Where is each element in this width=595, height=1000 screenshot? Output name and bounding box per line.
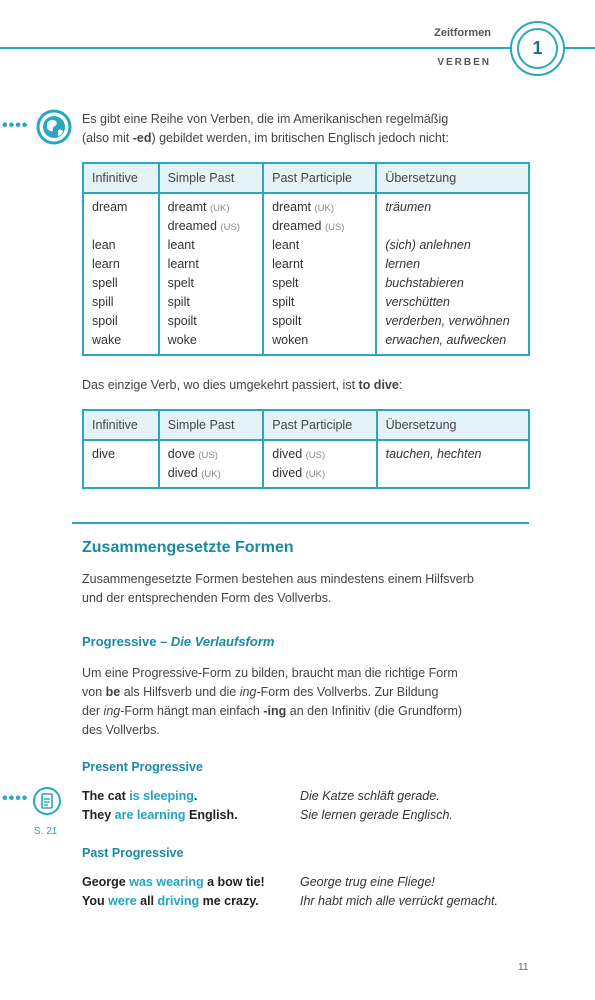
cell: leant [272, 238, 300, 252]
cell: spoilt [272, 314, 302, 328]
example-sentence [82, 808, 238, 822]
col-past-participle [263, 440, 376, 488]
th-infinitive: Infinitive [83, 410, 159, 440]
t: George [82, 875, 130, 889]
cell: lean [92, 238, 116, 252]
progressive-line-1: Um eine Progressive-Form zu bilden, braucht man die richtige Form [82, 666, 458, 680]
t: a bow tie! [203, 875, 265, 889]
dots-decoration: •••• [2, 117, 29, 134]
region-tag: (US) [198, 450, 218, 461]
cell: dive [92, 447, 115, 461]
th-past-participle: Past Participle [263, 410, 376, 440]
verb-table-dive [82, 409, 530, 489]
cell: wake [92, 333, 122, 347]
header-rule-right [565, 47, 595, 49]
col-infinitive [83, 440, 159, 488]
cell [92, 217, 150, 236]
cell: verderben, verwöhnen [385, 314, 510, 328]
globe-icon [36, 109, 72, 145]
cell [272, 217, 367, 236]
ing-italic: ing [103, 704, 121, 718]
cell [385, 217, 520, 236]
example-translation: Sie lernen gerade Englisch. [300, 808, 453, 822]
table-header-row [83, 410, 529, 440]
past-progressive-heading: Past Progressive [82, 846, 184, 860]
cell [168, 464, 254, 483]
table-body-row [83, 440, 529, 488]
intro-line-2 [82, 129, 532, 148]
verb-table-uk-us [82, 162, 530, 356]
table-header-row [83, 163, 529, 193]
cell: spell [92, 276, 118, 290]
cell: spelt [272, 276, 299, 290]
section-intro [82, 570, 532, 608]
cell: leant [167, 238, 195, 252]
example-translation: Ihr habt mich alle verrückt gemacht. [300, 894, 498, 908]
cell: spelt [167, 276, 194, 290]
t: . [193, 789, 198, 803]
cell-text: dreamt [272, 200, 312, 214]
region-tag: (US) [305, 450, 326, 461]
cell: learn [92, 257, 120, 271]
example-translation: George trug eine Fliege! [300, 875, 435, 889]
t: an den Infinitiv (die Grundform) [286, 704, 463, 718]
intro-text [82, 110, 532, 148]
be-bold: be [105, 685, 121, 699]
dots-decoration: •••• [2, 790, 29, 807]
col-uebersetzung [376, 193, 529, 355]
page-reference[interactable]: S. 21 [34, 826, 58, 837]
cell-text: dived [272, 447, 303, 461]
section-line-2: und der entsprechenden Form des Vollverbs. [82, 591, 332, 605]
cell [92, 464, 150, 483]
t: von [82, 685, 106, 699]
region-tag: (UK) [314, 203, 335, 214]
progressive-heading [82, 634, 274, 649]
header-rule [0, 47, 512, 49]
col-uebersetzung [377, 440, 529, 488]
cell [272, 198, 367, 217]
col-simple-past [159, 440, 263, 488]
t: They [82, 808, 115, 822]
cell-text: dreamt [167, 200, 207, 214]
dive-sentence [82, 378, 402, 392]
section-title: Zusammengesetzte Formen [82, 539, 294, 556]
cell: spilt [167, 295, 190, 309]
cell [272, 445, 367, 464]
progressive-line-4: des Vollverbs. [82, 723, 160, 737]
cell: spilt [272, 295, 295, 309]
verb-highlight: were [108, 894, 137, 908]
verb-highlight: was wearing [129, 875, 204, 889]
ing-suffix-bold: -ing [263, 704, 287, 718]
intro-line-2-post: ) gebildet werden, im britischen Englisch jedoch nicht: [151, 131, 449, 145]
cell: spill [92, 295, 114, 309]
cell: spoilt [167, 314, 197, 328]
t: -Form hängt man einfach [120, 704, 264, 718]
cell [168, 198, 255, 217]
example-translation: Die Katze schläft gerade. [300, 789, 440, 803]
cell [168, 445, 254, 464]
table-body-row [83, 193, 529, 355]
t: als Hilfsverb und die [120, 685, 240, 699]
t: -Form des Vollverbs. Zur Bildung [256, 685, 439, 699]
verb-highlight: is sleeping [129, 789, 194, 803]
verb-highlight: driving [157, 894, 200, 908]
region-tag: (UK) [305, 469, 326, 480]
cell: woken [272, 333, 309, 347]
intro-ed-bold: -ed [132, 131, 152, 145]
t: der [82, 704, 104, 718]
th-simple-past: Simple Past [159, 410, 263, 440]
t: The cat [82, 789, 130, 803]
t: English. [185, 808, 238, 822]
th-uebersetzung: Übersetzung [376, 163, 529, 193]
region-tag: (US) [324, 222, 345, 233]
cell: verschütten [385, 295, 450, 309]
cell-text: dreamed [167, 219, 217, 233]
cell: erwachen, aufwecken [385, 333, 507, 347]
cell: spoil [92, 314, 118, 328]
col-past-participle [263, 193, 376, 355]
cell: woke [167, 333, 197, 347]
cell: dream [92, 200, 128, 214]
t: You [82, 894, 109, 908]
header-title: Zeitformen [434, 27, 491, 39]
cell: (sich) anlehnen [385, 238, 471, 252]
intro-line-2-pre: (also mit [82, 131, 133, 145]
progressive-text [82, 664, 532, 740]
region-tag: (UK) [209, 203, 230, 214]
example-sentence [82, 875, 265, 889]
t: me crazy. [199, 894, 259, 908]
cell [168, 217, 255, 236]
dive-sentence-post: : [398, 378, 403, 392]
th-uebersetzung: Übersetzung [377, 410, 529, 440]
cell-text: dived [272, 466, 303, 480]
region-tag: (US) [220, 222, 240, 233]
cell: learnt [167, 257, 199, 271]
example-sentence [82, 894, 259, 908]
example-sentence [82, 789, 197, 803]
cell: träumen [385, 200, 432, 214]
cell: buchstabieren [385, 276, 464, 290]
col-simple-past [159, 193, 264, 355]
progressive-line-2 [82, 683, 532, 702]
dive-sentence-pre: Das einzige Verb, wo dies umgekehrt passiert, ist [82, 378, 359, 392]
region-tag: (UK) [201, 469, 221, 480]
progressive-heading-pre: Progressive – [82, 634, 171, 649]
progressive-line-3 [82, 702, 532, 721]
col-infinitive [83, 193, 159, 355]
cell-text: dived [167, 466, 198, 480]
intro-line-1: Es gibt eine Reihe von Verben, die im Amerikanischen regelmäßig [82, 112, 449, 126]
th-infinitive: Infinitive [83, 163, 159, 193]
th-past-participle: Past Participle [263, 163, 376, 193]
cell: learnt [272, 257, 304, 271]
verb-highlight: are learning [114, 808, 186, 822]
header-subtitle: VERBEN [437, 57, 491, 68]
cell: tauchen, hechten [385, 447, 482, 461]
document-icon [32, 786, 62, 816]
chapter-badge: 1 [517, 28, 558, 69]
cell-text: dreamed [272, 219, 322, 233]
dive-bold: to dive [358, 378, 399, 392]
progressive-heading-italic: Die Verlaufsform [170, 634, 275, 649]
t: all [136, 894, 158, 908]
page-number: 11 [518, 962, 529, 973]
section-divider [72, 522, 529, 524]
cell: lernen [385, 257, 421, 271]
cell-text: dove [167, 447, 195, 461]
ing-italic: ing [239, 685, 257, 699]
present-progressive-heading: Present Progressive [82, 760, 203, 774]
section-line-1: Zusammengesetzte Formen bestehen aus mindestens einem Hilfsverb [82, 572, 474, 586]
th-simple-past: Simple Past [159, 163, 264, 193]
cell [272, 464, 367, 483]
